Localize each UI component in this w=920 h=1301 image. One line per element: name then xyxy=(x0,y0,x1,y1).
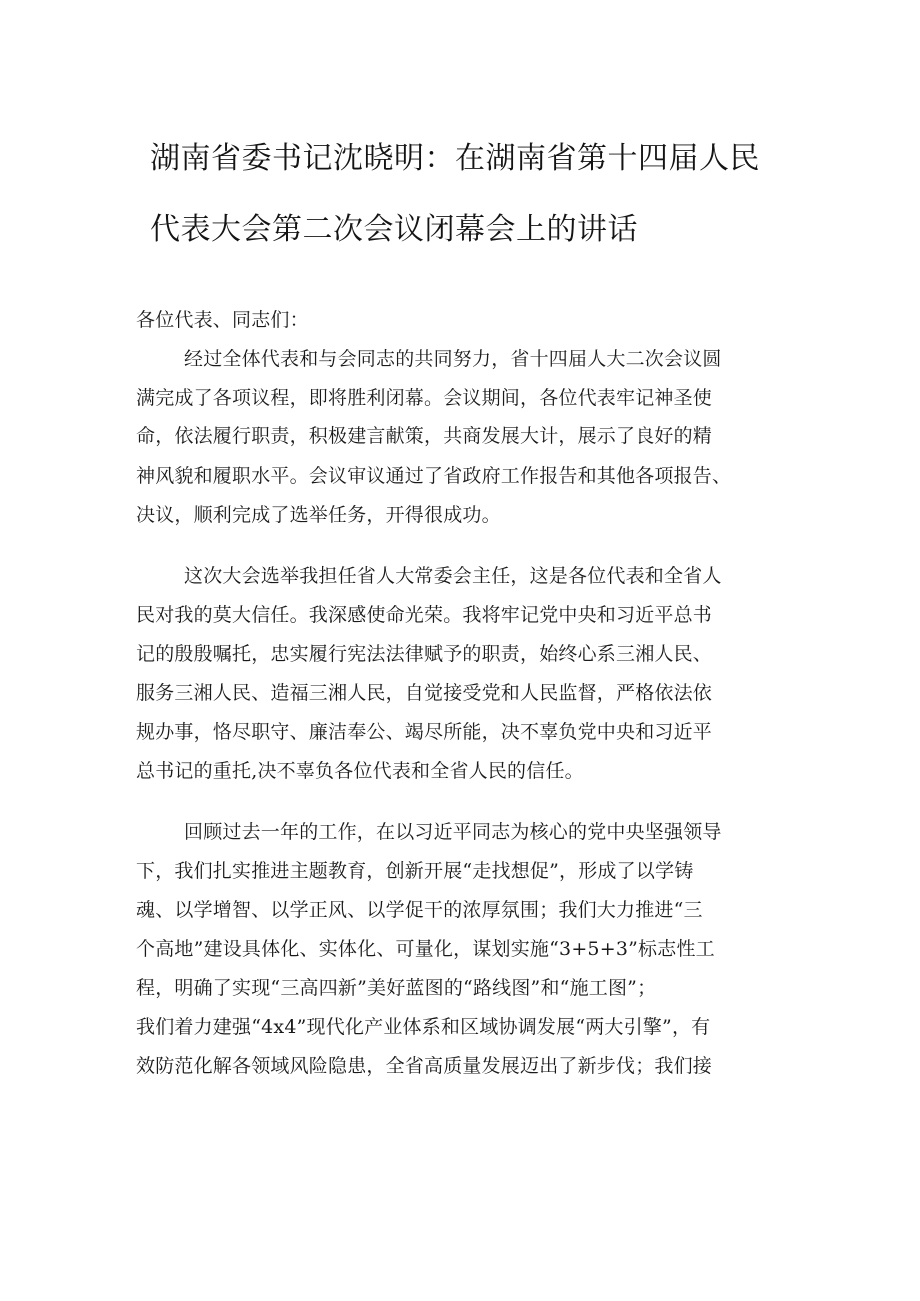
paragraph-2-line-1: 这次大会选举我担任省人大常委会主任，这是各位代表和全省人 xyxy=(184,565,722,587)
paragraph-1-line-1: 经过全体代表和与会同志的共同努力，省十四届人大二次会议圆 xyxy=(184,348,722,370)
paragraph-3-line-1: 回顾过去一年的工作，在以习近平同志为核心的党中央坚强领导 xyxy=(184,821,722,843)
paragraph-3-line-4: 个高地”建设具体化、实体化、可量化，谋划实施“3+5+3”标志性工 xyxy=(136,938,715,960)
paragraph-3-line-7: 效防范化解各领域风险隐患，全省高质量发展迈出了新步伐；我们接 xyxy=(136,1055,713,1077)
paragraph-3-line-6: 我们着力建强“4x4”现代化产业体系和区域协调发展“两大引擎”，有 xyxy=(136,1016,711,1038)
paragraph-3-line-2: 下，我们扎实推进主题教育，创新开展“走找想促”，形成了以学铸 xyxy=(136,860,694,882)
document-title-line-2: 代表大会第二次会议闭幕会上的讲话 xyxy=(150,212,638,247)
paragraph-2-line-2: 民对我的莫大信任。我深感使命光荣。我将牢记党中央和习近平总书 xyxy=(136,604,713,626)
paragraph-3-line-5: 程，明确了实现“三高四新”美好蓝图的“路线图”和“施工图”； xyxy=(136,977,657,999)
paragraph-1-line-2: 满完成了各项议程，即将胜利闭幕。会议期间，各位代表牢记神圣使 xyxy=(136,387,713,409)
paragraph-1-line-4: 神风貌和履职水平。会议审议通过了省政府工作报告和其他各项报告、 xyxy=(136,465,732,487)
paragraph-1-line-5: 决议，顺利完成了选举任务，开得很成功。 xyxy=(136,504,501,526)
paragraph-3-line-3: 魂、以学增智、以学正风、以学促干的浓厚氛围；我们大力推进“三 xyxy=(136,899,703,921)
paragraph-2-line-5: 规办事，恪尽职守、廉洁奉公、竭尽所能，决不辜负党中央和习近平 xyxy=(136,721,713,743)
paragraph-2-line-4: 服务三湘人民、造福三湘人民，自觉接受党和人民监督，严格依法依 xyxy=(136,682,713,704)
salutation: 各位代表、同志们： xyxy=(136,309,309,331)
paragraph-2-line-3: 记的殷殷嘱托，忠实履行宪法法律赋予的职责，始终心系三湘人民、 xyxy=(136,643,713,665)
paragraph-1-line-3: 命，依法履行职责，积极建言献策，共商发展大计，展示了良好的精 xyxy=(136,425,713,447)
paragraph-2-line-6: 总书记的重托,决不辜负各位代表和全省人民的信任。 xyxy=(136,760,584,782)
document-title-line-1: 湖南省委书记沈晓明：在湖南省第十四届人民 xyxy=(150,141,760,176)
